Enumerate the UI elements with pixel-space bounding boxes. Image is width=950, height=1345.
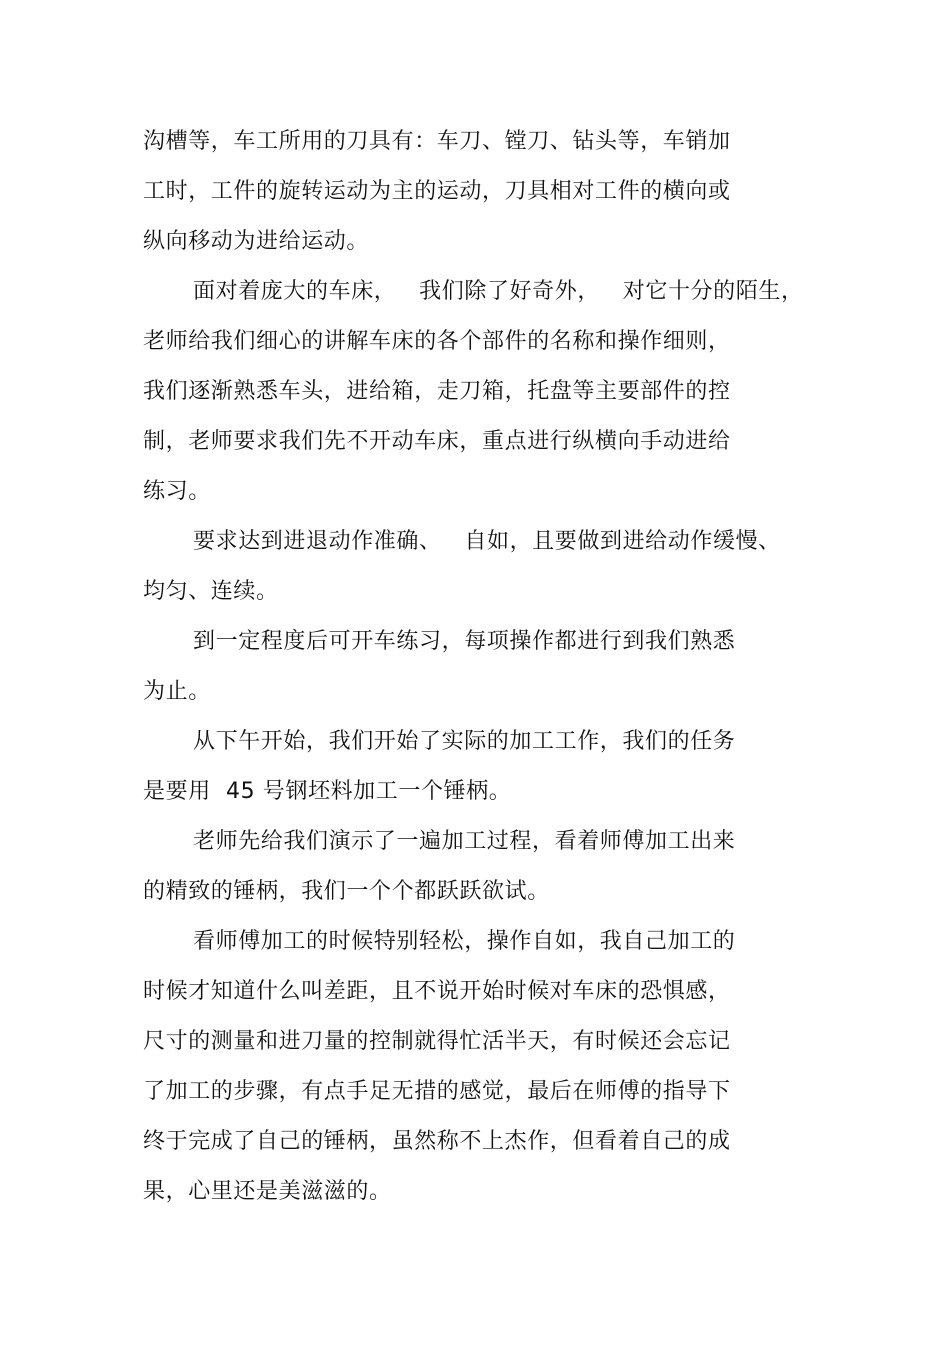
text-line: 的精致的锤柄，我们一个个都跃跃欲试。 [143,879,550,904]
text-line: 工时，工件的旋转运动为主的运动，刀具相对工件的横向或 [143,179,731,204]
text-line: 为止。 [143,679,211,704]
text-line: 制，老师要求我们先不开动车床，重点进行纵横向手动进给 [143,429,731,454]
text-line: 要求达到进退动作准确、 自如，且要做到进给动作缓慢、 [193,529,781,554]
text-line: 到一定程度后可开车练习，每项操作都进行到我们熟悉 [193,629,736,654]
text-line: 沟槽等，车工所用的刀具有：车刀、镗刀、钻头等，车销加 [143,129,731,154]
text-line: 老师先给我们演示了一遍加工过程，看着师傅加工出来 [193,829,736,854]
text-line: 终于完成了自己的锤柄，虽然称不上杰作，但看着自己的成 [143,1129,731,1154]
text-line: 面对着庞大的车床， 我们除了好奇外， 对它十分的陌生， [193,279,804,304]
text-line: 练习。 [143,479,211,504]
text-line: 时候才知道什么叫差距，且不说开始时候对车床的恐惧感， [143,979,731,1004]
text-line: 了加工的步骤，有点手足无措的感觉，最后在师傅的指导下 [143,1079,731,1104]
text-line: 果，心里还是美滋滋的。 [143,1179,392,1204]
text-line: 老师给我们细心的讲解车床的各个部件的名称和操作细则， [143,329,731,354]
text-line: 我们逐渐熟悉车头，进给箱，走刀箱，托盘等主要部件的控 [143,379,731,404]
text-line: 看师傅加工的时候特别轻松，操作自如，我自己加工的 [193,929,736,954]
text-line: 尺寸的测量和进刀量的控制就得忙活半天，有时候还会忘记 [143,1029,731,1054]
text-line: 从下午开始，我们开始了实际的加工工作，我们的任务 [193,729,736,754]
text-line: 是要用 45 号钢坯料加工一个锤柄。 [143,779,512,804]
text-line: 均匀、连续。 [143,579,279,604]
text-line: 纵向移动为进给运动。 [143,229,370,254]
